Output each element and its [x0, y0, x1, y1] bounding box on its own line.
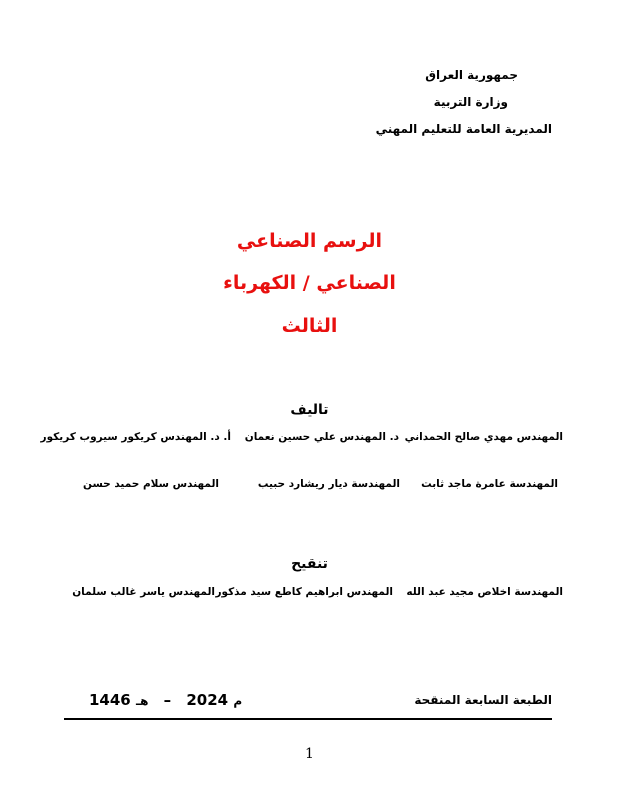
- publication-year: [89, 691, 242, 709]
- reviser-name: المهندس ابراهيم كاطع سيد مذكور: [215, 586, 393, 598]
- authors-heading: تاليف: [290, 402, 329, 418]
- author-name: المهندس مهدي صالح الحمداني: [404, 431, 563, 443]
- greg-suffix: م: [233, 694, 243, 708]
- page-number: 1: [305, 746, 314, 762]
- author-name: المهندس سلام حميد حسن: [83, 478, 219, 490]
- revision-heading: تنقيح: [291, 556, 328, 572]
- subject-title: الرسم الصناعي: [236, 230, 383, 252]
- hijri-year: 1446: [89, 691, 131, 709]
- author-name: المهندسة عامرة ماجد ثابت: [421, 478, 558, 490]
- directorate-line: المديرية العامة للتعليم المهني: [375, 122, 552, 136]
- author-name: المهندسة ديار ريشارد حبيب: [257, 478, 400, 490]
- author-name: أ. د. المهندس كريكور سيروب كريكور: [40, 431, 231, 443]
- year-dash: –: [163, 691, 172, 709]
- hijri-suffix: هـ: [135, 694, 149, 708]
- reviser-name: المهندسة اخلاص مجيد عبد الله: [406, 586, 563, 598]
- greg-year: 2024: [186, 691, 229, 709]
- grade-title: الثالث: [281, 315, 338, 337]
- country-line: جمهورية العراق: [425, 68, 518, 82]
- edition-label: الطبعة السابعة المنقحة: [414, 693, 552, 707]
- ministry-line: وزارة التربية: [433, 95, 508, 109]
- footer-rule: [64, 718, 552, 720]
- reviser-name: المهندس ياسر غالب سلمان: [72, 586, 215, 598]
- branch-title: الصناعي / الكهرباء: [223, 272, 396, 294]
- author-name: د. المهندس علي حسين نعمان: [244, 431, 399, 443]
